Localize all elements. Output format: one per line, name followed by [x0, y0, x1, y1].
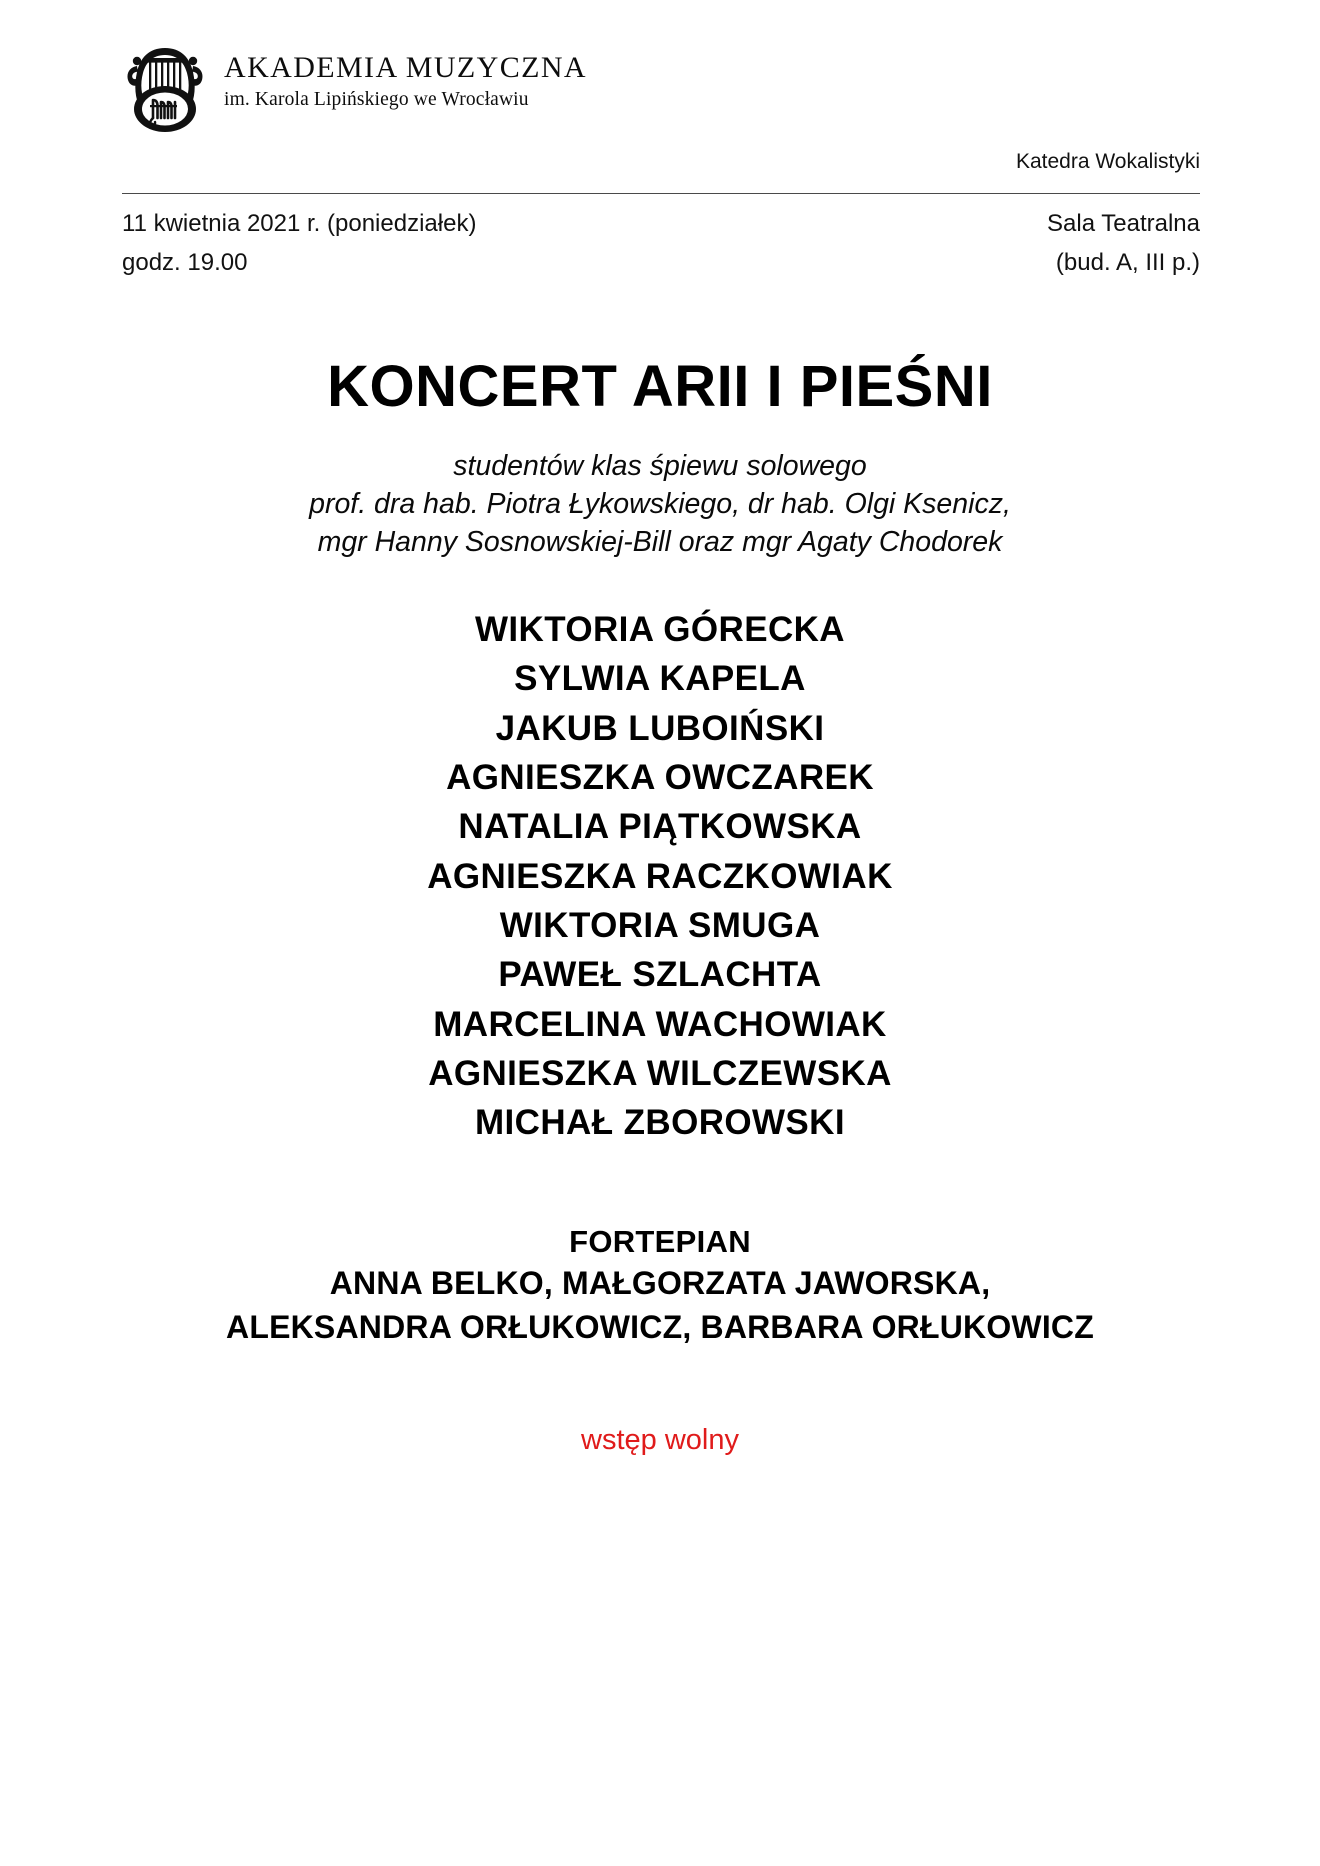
subtitle-line: mgr Hanny Sosnowskiej-Bill oraz mgr Agaty Chodorek [317, 525, 1003, 558]
header-divider [122, 193, 1200, 194]
performer-name: MARCELINA WACHOWIAK [433, 1004, 887, 1044]
admission-note: wstęp wolny [581, 1424, 739, 1456]
piano-section [0, 1222, 1320, 1349]
institution-masthead [122, 36, 587, 134]
concert-subtitle [0, 448, 1320, 562]
performers-list [0, 605, 1320, 1148]
subtitle-line: prof. dra hab. Piotra Łykowskiego, dr hab. Olgi Ksenicz, [309, 487, 1011, 520]
performer-name: AGNIESZKA OWCZAREK [446, 758, 874, 798]
venue-detail: (bud. A, III p.) [1055, 248, 1200, 276]
venue-name: Sala Teatralna [1047, 210, 1200, 237]
performer-name: PAWEŁ SZLACHTA [498, 955, 822, 995]
piano-label: FORTEPIAN [569, 1224, 751, 1259]
pianist-line: ALEKSANDRA ORŁUKOWICZ, BARBARA ORŁUKOWICZ [226, 1308, 1094, 1345]
performer-name: MICHAŁ ZBOROWSKI [475, 1103, 845, 1143]
performer-name: WIKTORIA GÓRECKA [474, 610, 845, 649]
performer-name: SYLWIA KAPELA [514, 659, 806, 699]
institution-name: AKADEMIA MUZYCZNA [224, 51, 587, 84]
lyre-monogram-logo-icon [122, 36, 208, 134]
event-date: 11 kwietnia 2021 r. (poniedziałek) [122, 210, 477, 237]
subtitle-line: studentów klas śpiewu solowego [453, 450, 867, 482]
institution-subtitle: im. Karola Lipińskiego we Wrocławiu [224, 88, 529, 110]
performer-name: NATALIA PIĄTKOWSKA [458, 807, 862, 847]
institution-text [224, 36, 587, 111]
event-meta [122, 205, 1200, 283]
performer-name: AGNIESZKA RACZKOWIAK [427, 856, 893, 896]
department-label: Katedra Wokalistyki [1015, 150, 1200, 173]
performer-name: AGNIESZKA WILCZEWSKA [428, 1054, 892, 1094]
performer-name: WIKTORIA SMUGA [499, 906, 821, 946]
pianist-line: ANNA BELKO, MAŁGORZATA JAWORSKA, [329, 1265, 991, 1302]
event-venue [1047, 205, 1200, 283]
event-datetime [122, 205, 476, 283]
event-time: godz. 19.00 [122, 248, 248, 276]
performer-name: JAKUB LUBOIŃSKI [495, 708, 825, 748]
concert-title: KONCERT ARII I PIEŚNI [327, 354, 993, 419]
